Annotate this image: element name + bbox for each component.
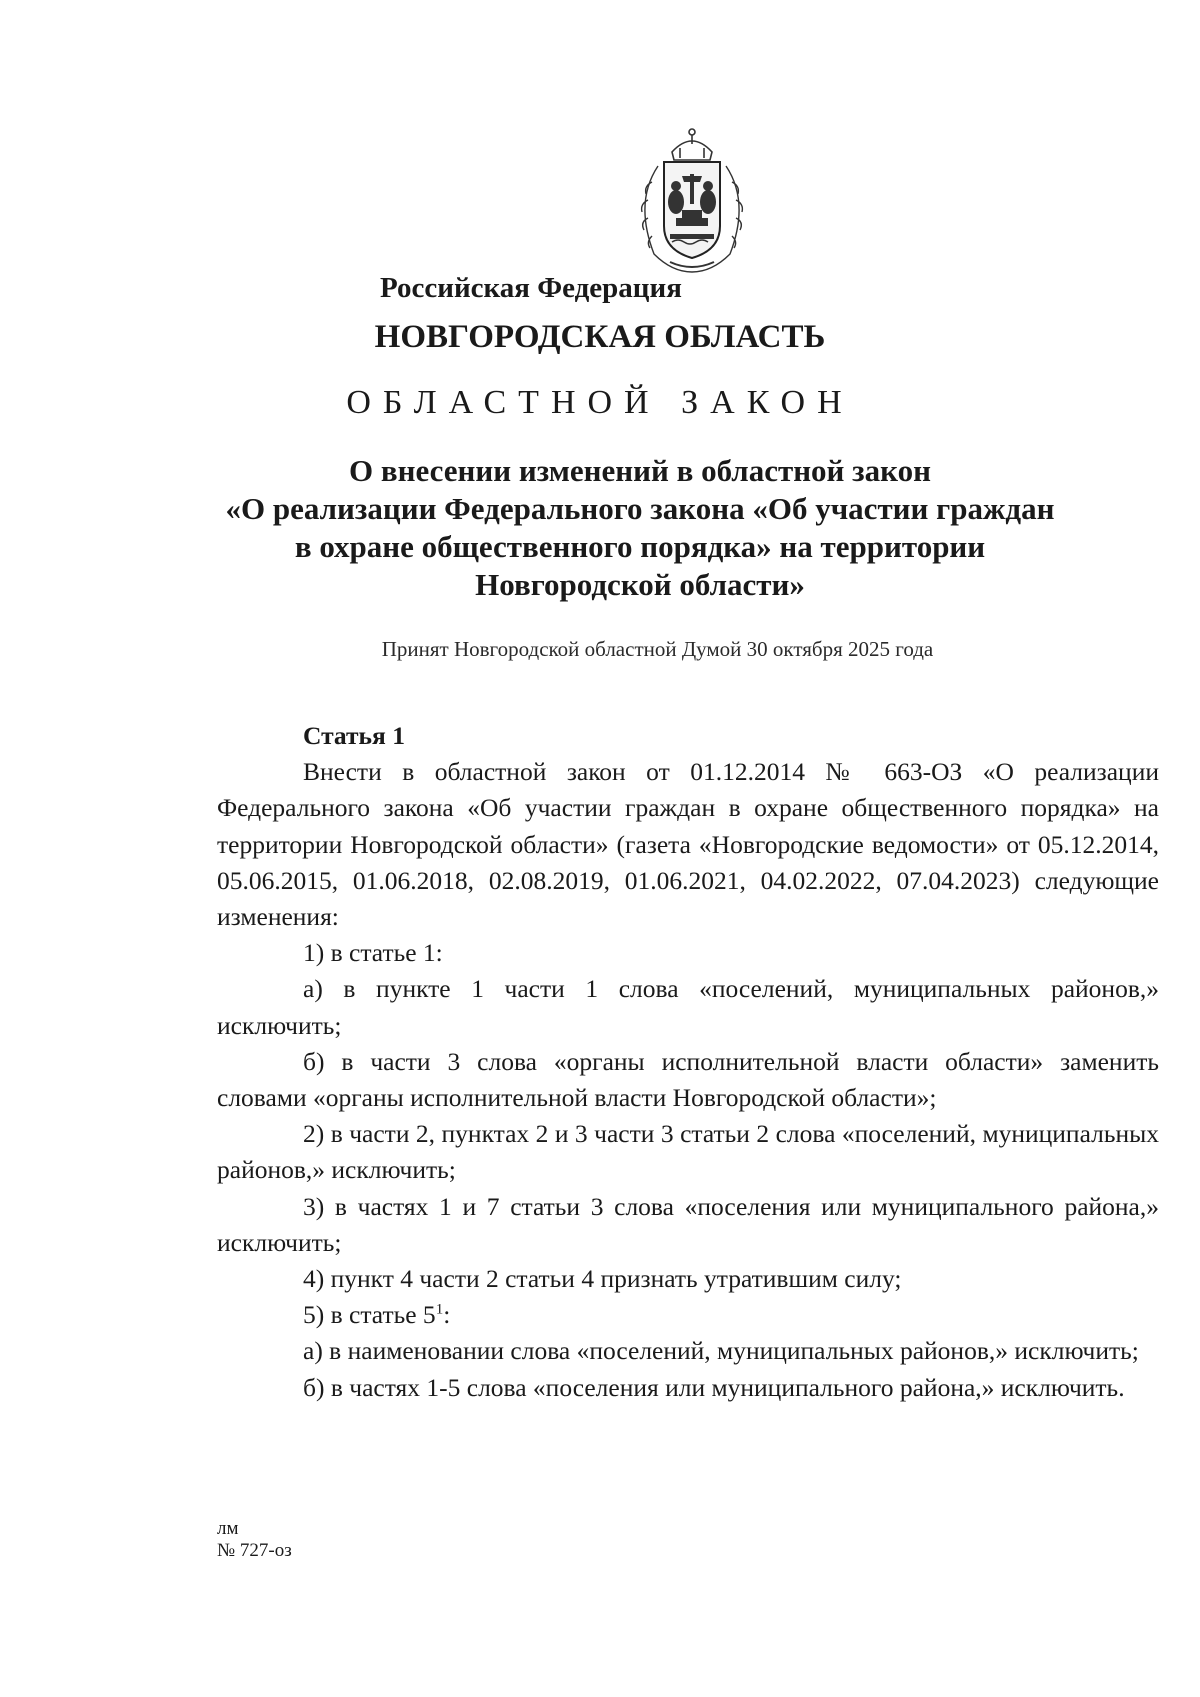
adoption-note: Принят Новгородской областной Думой 30 октября 2025 года [381, 637, 934, 661]
footer-initials: лм [217, 1518, 239, 1539]
article-paragraph: б) в части 3 слова «органы исполнительной власти области» заменить словами «органы исполнительной власти Новгородской области»; [217, 1046, 1159, 1113]
law-title-line: Новгородской области» [475, 567, 805, 602]
item5-prefix: 5) в статье 5 [303, 1300, 436, 1330]
article-paragraph: а) в наименовании слова «поселений, муниципальных районов,» исключить; [303, 1336, 1139, 1366]
article-paragraph-item5 [217, 1297, 1159, 1333]
article-paragraph: Внести в областной закон от 01.12.2014 № 663-ОЗ «О реализации Федерального закона «Об участии граждан в охране общественного порядка» на территории Новгородской области» (газета «Новгородские ведомости» от 05.12.2014, 05.06.2015, 01.06.2018, 02.08.2019, 01.06.2021, 04.02.2022, 07.04.2023) следующие изменения: [217, 757, 1159, 932]
law-title-line: в охране общественного порядка» на территории [294, 529, 986, 564]
article-paragraph: 3) в частях 1 и 7 статьи 3 слова «поселения или муниципального района,» исключить; [217, 1191, 1159, 1257]
article-heading: Статья 1 [303, 721, 405, 750]
article-paragraph: 1) в статье 1: [303, 938, 443, 968]
article-body [217, 718, 1159, 1406]
article-paragraph: а) в пункте 1 части 1 слова «поселений, муниципальных районов,» исключить; [217, 974, 1159, 1040]
item5-superscript: 1 [435, 1301, 444, 1318]
law-type: ОБЛАСТНОЙ ЗАКОН [346, 384, 854, 421]
law-title [200, 452, 1080, 604]
region-name: НОВГОРОДСКАЯ ОБЛАСТЬ [374, 319, 826, 355]
law-title-line: О внесении изменений в областной закон [349, 453, 931, 488]
article-paragraph: 2) в части 2, пунктах 2 и 3 части 3 статьи 2 слова «поселений, муниципальных районов,» исключить; [217, 1119, 1159, 1185]
article-paragraph: 4) пункт 4 части 2 статьи 4 признать утратившим силу; [303, 1264, 902, 1294]
document-footer [217, 1518, 292, 1562]
law-title-line: «О реализации Федерального закона «Об участии граждан [225, 491, 1055, 526]
item5-suffix: : [443, 1300, 451, 1330]
country-name: Российская Федерация [380, 272, 682, 304]
footer-number: № 727-оз [217, 1540, 292, 1561]
article-paragraph: б) в частях 1-5 слова «поселения или муниципального района,» исключить. [303, 1372, 1125, 1402]
coat-of-arms-icon [620, 122, 764, 282]
